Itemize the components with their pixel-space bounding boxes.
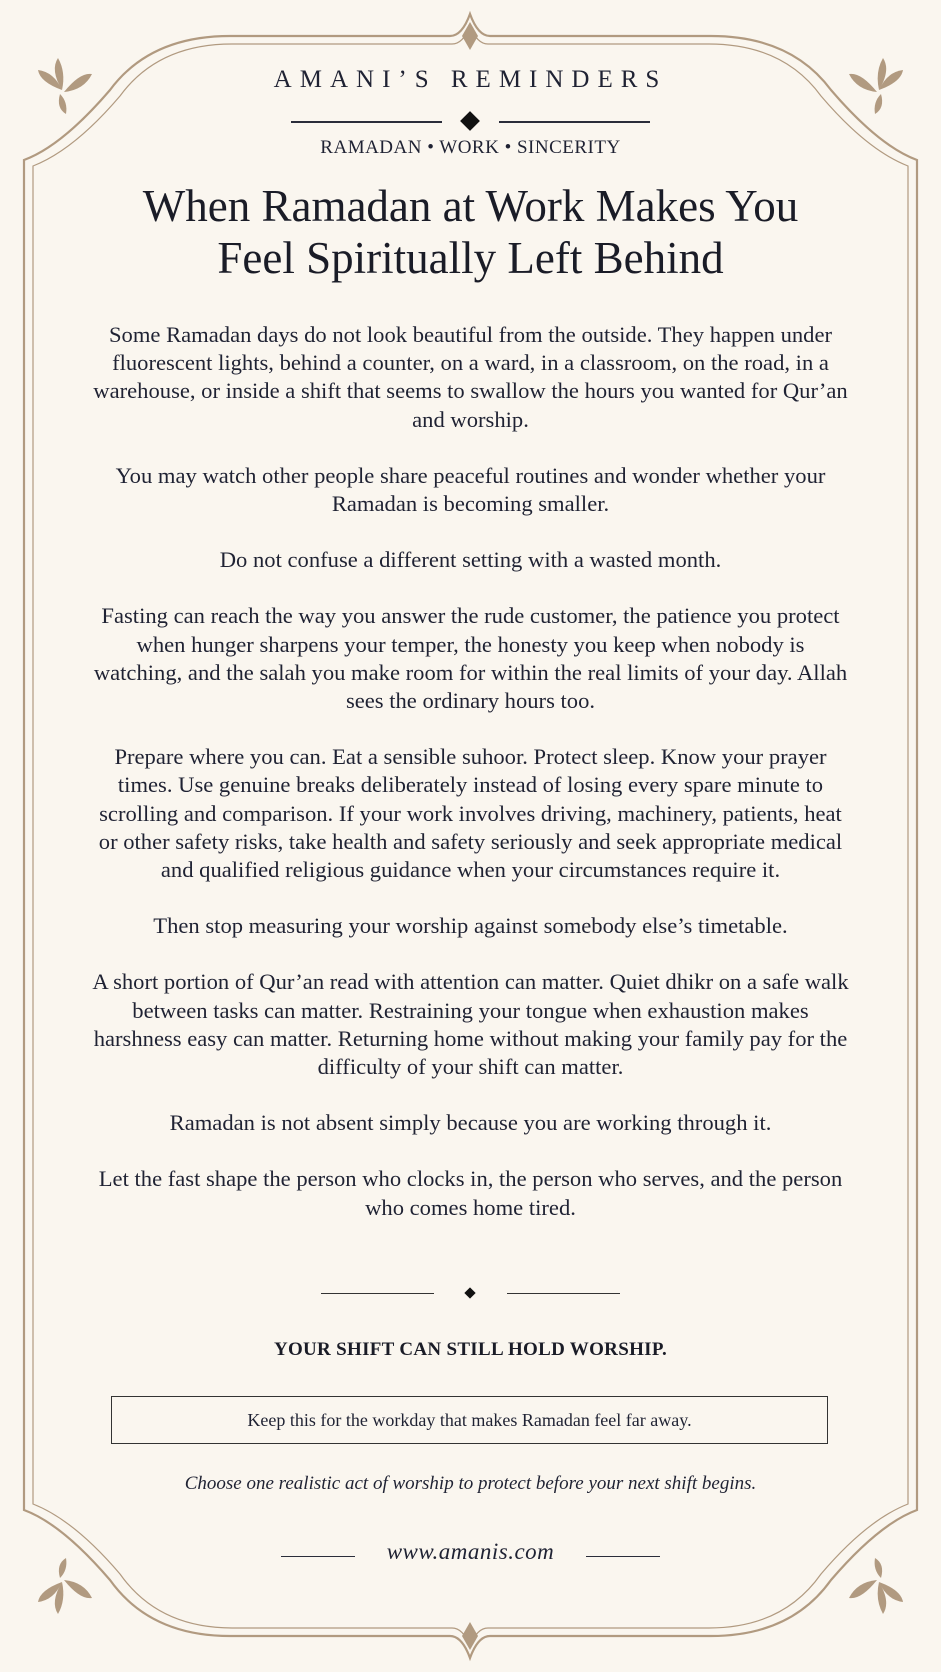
callout-heading: YOUR SHIFT CAN STILL HOLD WORSHIP.: [273, 1339, 668, 1360]
paragraph: Then stop measuring your worship against somebody else’s timetable.: [153, 913, 788, 939]
boxed-note-text: Keep this for the workday that makes Ramadan feel far away.: [247, 1409, 692, 1430]
website-link[interactable]: www.amanis.com: [386, 1539, 555, 1564]
paragraph: Some Ramadan days do not look beautiful from the outside. They happen under fluorescent lights, behind a counter, on a ward, in a classroom, on the road, in a warehouse, or inside a shift that seems to swallow the hours you wanted for Qur’an and worship.: [93, 322, 848, 432]
section-divider-right: [507, 1293, 620, 1294]
footer-divider-right: [586, 1556, 660, 1557]
tagline: RAMADAN • WORK • SINCERITY: [320, 137, 621, 158]
paragraph: Prepare where you can. Eat a sensible suhoor. Protect sleep. Know your prayer times. Use genuine breaks deliberately instead of losing every spare minute to scrolling and comparison. If your work involves driving, machinery, patients, heat or other safety risks, take health and safety seriously and seek appropriate medical and qualified religious guidance when your circumstances require it.: [98, 744, 843, 883]
header-divider-left: [291, 121, 442, 123]
corner-fleuron-bottom-left: [38, 1558, 92, 1614]
corner-fleuron-bottom-right: [849, 1558, 903, 1614]
reflection-prompt: Choose one realistic act of worship to protect before your next shift begins.: [184, 1473, 757, 1494]
paragraph: Let the fast shape the person who clocks in, the person who serves, and the person who comes home tired.: [98, 1166, 843, 1220]
title-line-2: Feel Spiritually Left Behind: [217, 233, 724, 283]
title-line-1: When Ramadan at Work Makes You: [142, 181, 799, 231]
paragraph: A short portion of Qur’an read with attention can matter. Quiet dhikr on a safe walk between tasks can matter. Restraining your tongue when exhaustion makes harshness easy can matter. Returning home without making your family pay for the difficulty of your shift can matter.: [92, 969, 849, 1080]
paragraph: Ramadan is not absent simply because you are working through it.: [169, 1110, 772, 1136]
body-text: [90, 321, 851, 1250]
paragraph: Fasting can reach the way you answer the rude customer, the patience you protect when hunger sharpens your temper, the honesty you keep when nobody is watching, and the salah you make room for within the real limits of your day. Allah sees the ordinary hours too.: [93, 603, 848, 714]
paragraph: You may watch other people share peaceful routines and wonder whether your Ramadan is becoming smaller.: [115, 462, 826, 517]
paragraph: Do not confuse a different setting with a wasted month.: [219, 547, 722, 573]
boxed-note: [111, 1396, 828, 1444]
section-divider-left: [321, 1293, 434, 1294]
brand-name: AMANI’S REMINDERS: [273, 66, 668, 93]
page-title: [80, 180, 861, 284]
header-divider-right: [499, 121, 650, 123]
